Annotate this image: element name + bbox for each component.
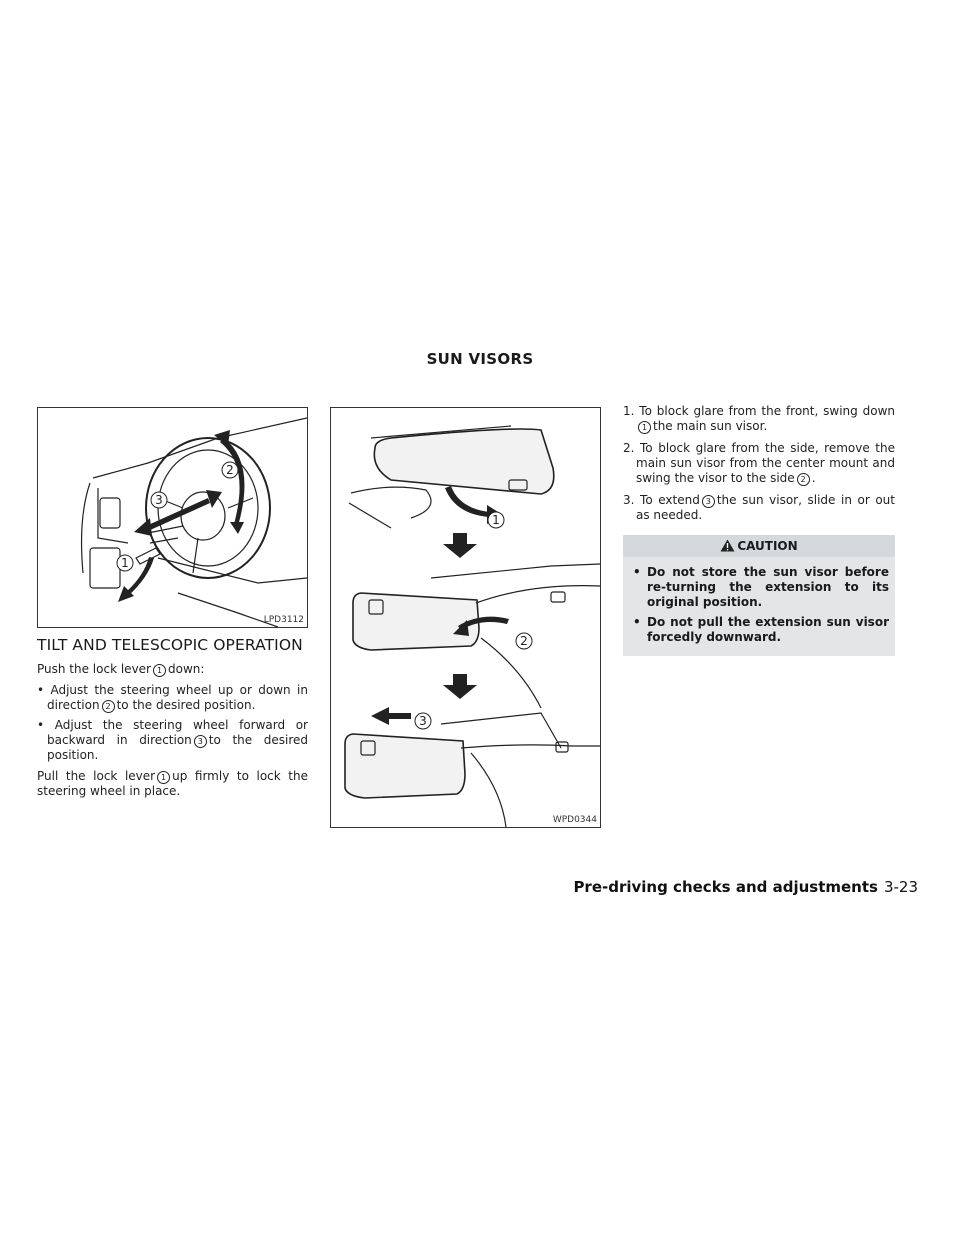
caution-box — [623, 535, 895, 656]
visor-illustration — [331, 408, 600, 827]
sun-visor-figure — [330, 407, 601, 828]
steering-wheel-figure — [37, 407, 308, 628]
callout-number: 3 — [702, 495, 715, 508]
visor-label-3: 3 — [419, 714, 427, 728]
tilt-telescopic-section — [37, 636, 308, 805]
figure-code: LPD3112 — [263, 615, 304, 625]
list-item: 3. To extend 3 the sun visor, slide in or out as needed. — [623, 493, 895, 522]
intro-paragraph: Push the lock lever 1 down: — [37, 662, 205, 676]
visor-label-2: 2 — [520, 634, 528, 648]
list-item: 1. To block glare from the front, swing down1 the main sun visor. — [623, 404, 895, 433]
callout-number: 2 — [102, 700, 115, 713]
list-item: • Adjust the steering wheel forward or backward in direction 3 to the desired position. — [37, 718, 308, 762]
list-item: • Adjust the steering wheel up or down in direction 2 to the desired position. — [37, 683, 308, 712]
list-item: 2. To block glare from the side, remove the main sun visor from the center mount and swing the visor to the side 2 . — [623, 441, 895, 485]
section-subheading: TILT AND TELESCOPIC OPERATION — [37, 636, 303, 654]
chapter-title: Pre-driving checks and adjustments — [573, 878, 878, 896]
caution-header: CAUTION — [623, 535, 895, 557]
lock-paragraph: Pull the lock lever 1 up firmly to lock the steering wheel in place. — [37, 769, 308, 798]
callout-number: 1 — [157, 771, 170, 784]
page-footer — [573, 878, 918, 896]
callout-number: 1 — [638, 421, 651, 434]
callout-number: 3 — [194, 735, 207, 748]
caution-item: • Do not store the sun visor before re-turning the extension to its original position. — [633, 565, 889, 609]
steering-illustration — [38, 408, 307, 627]
steering-label-3: 3 — [155, 493, 163, 507]
figure-code: WPD0344 — [552, 815, 597, 825]
callout-number: 1 — [153, 664, 166, 677]
sun-visor-section — [623, 404, 895, 656]
page-number: 3-23 — [883, 878, 918, 896]
steering-label-2: 2 — [226, 463, 234, 477]
callout-number: 2 — [797, 473, 810, 486]
caution-item: • Do not pull the extension sun visor forcedly downward. — [633, 615, 889, 644]
steering-label-1: 1 — [121, 556, 129, 570]
visor-label-1: 1 — [492, 513, 500, 527]
warning-icon — [720, 537, 735, 559]
section-header: SUN VISORS — [426, 350, 534, 368]
